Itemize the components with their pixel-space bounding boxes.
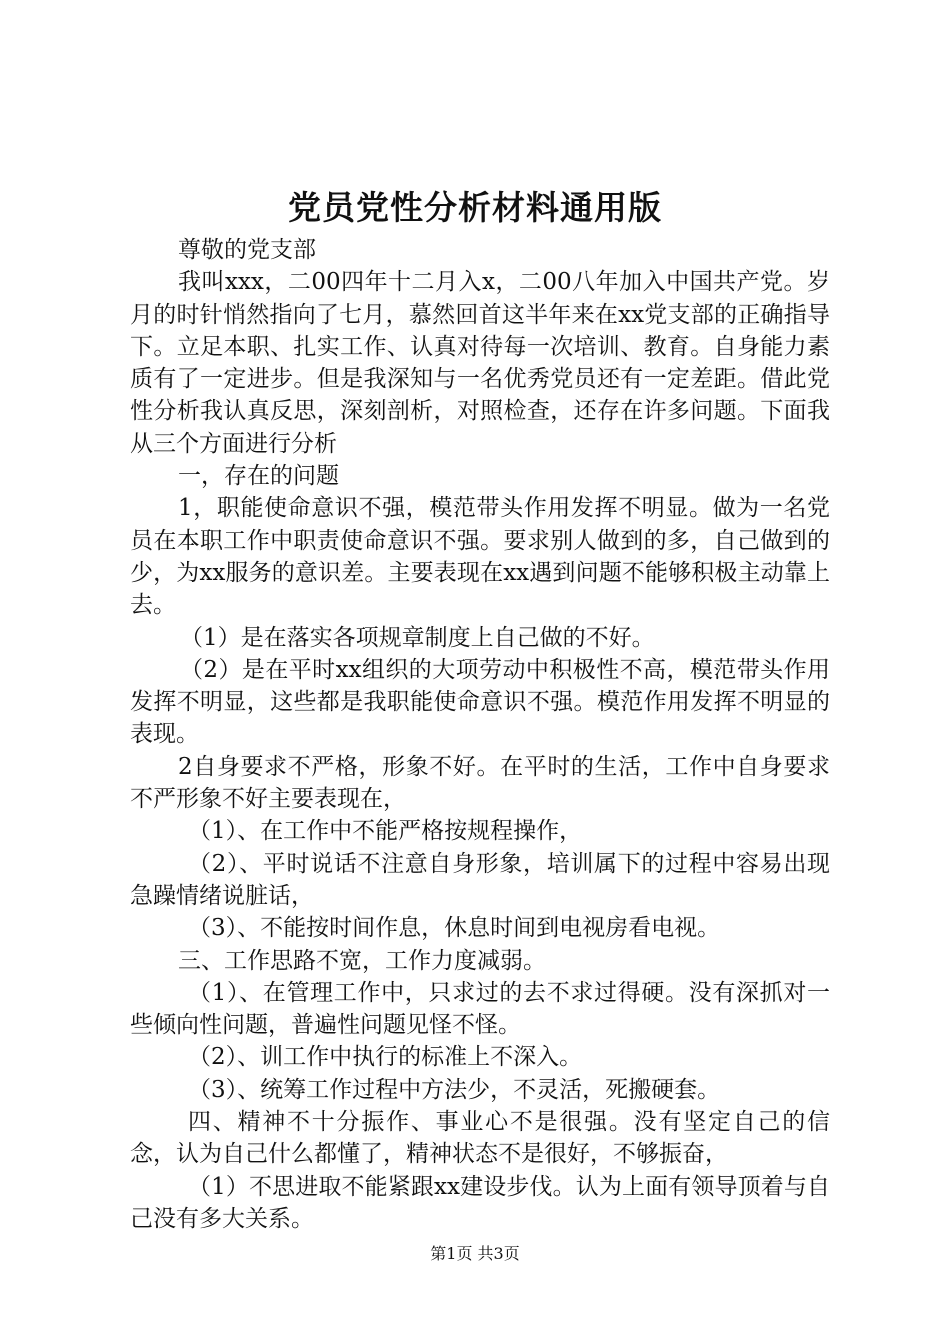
salutation: 尊敬的党支部: [178, 237, 316, 263]
document-title: 党员党性分析材料通用版: [288, 188, 662, 227]
intro-paragraph: 我叫xxx，二00四年十二月入x，二00八年加入中国共产党。岁月的时针悄然指向了七月，慕然回首这半年来在xx党支部的正确指导下。立足本职、扎实工作、认真对待每一次培训、教育。自身能力素质有了一定进步。但是我深知与一名优秀党员还有一定差距。借此党性分析我认真反思，深刻剖析，对照检查，还存在许多问题。下面我从三个方面进行分析: [130, 269, 830, 457]
problem-1-paragraph: 1，职能使命意识不强，模范带头作用发挥不明显。做为一名党员在本职工作中职责使命意识不强。要求别人做到的多，自己做到的少，为xx服务的意识差。主要表现在xx遇到问题不能够积极主动靠上去。: [130, 495, 830, 619]
problem-2-paragraph: 2自身要求不严格，形象不好。在平时的生活，工作中自身要求不严形象不好主要表现在，: [130, 753, 830, 813]
problem-2-item-2: （2）、平时说话不注意自身形象，培训属下的过程中容易出现急躁情绪说脏话，: [130, 850, 830, 909]
section-three-item-3: （3）、统筹工作过程中方法少，不灵活，死搬硬套。: [188, 1076, 721, 1103]
section-heading-four: 四、精神不十分振作、事业心不是很强。没有坚定自己的信念，认为自己什么都懂了，精神状态不是很好，不够振奋，: [130, 1109, 830, 1168]
section-heading-problems: 一，存在的问题: [178, 463, 339, 490]
section-heading-three: 三、工作思路不宽，工作力度减弱。: [178, 947, 546, 974]
problem-2-item-1: （1）、在工作中不能严格按规程操作，: [188, 818, 583, 845]
section-three-item-2: （2）、训工作中执行的标准上不深入。: [188, 1044, 583, 1071]
problem-1-item-2: （2）是在平时xx组织的大项劳动中积极性不高，模范带头作用发挥不明显，这些都是我职能使命意识不强。模范作用发挥不明显的表现。: [130, 656, 830, 748]
problem-1-item-1: （1）是在落实各项规章制度上自己做的不好。: [180, 624, 655, 651]
problem-2-item-3: （3）、不能按时间作息，休息时间到电视房看电视。: [188, 915, 721, 942]
document-body: [130, 234, 830, 1235]
section-three-item-1: （1）、在管理工作中，只求过的去不求过得硬。没有深抓对一些倾向性问题，普遍性问题见怪不怪。: [130, 979, 830, 1039]
page-number-footer: 第1页 共3页: [430, 1244, 520, 1263]
section-four-item-1: （1）不思进取不能紧跟xx建设步伐。认为上面有领导顶着与自己没有多大关系。: [130, 1173, 830, 1232]
